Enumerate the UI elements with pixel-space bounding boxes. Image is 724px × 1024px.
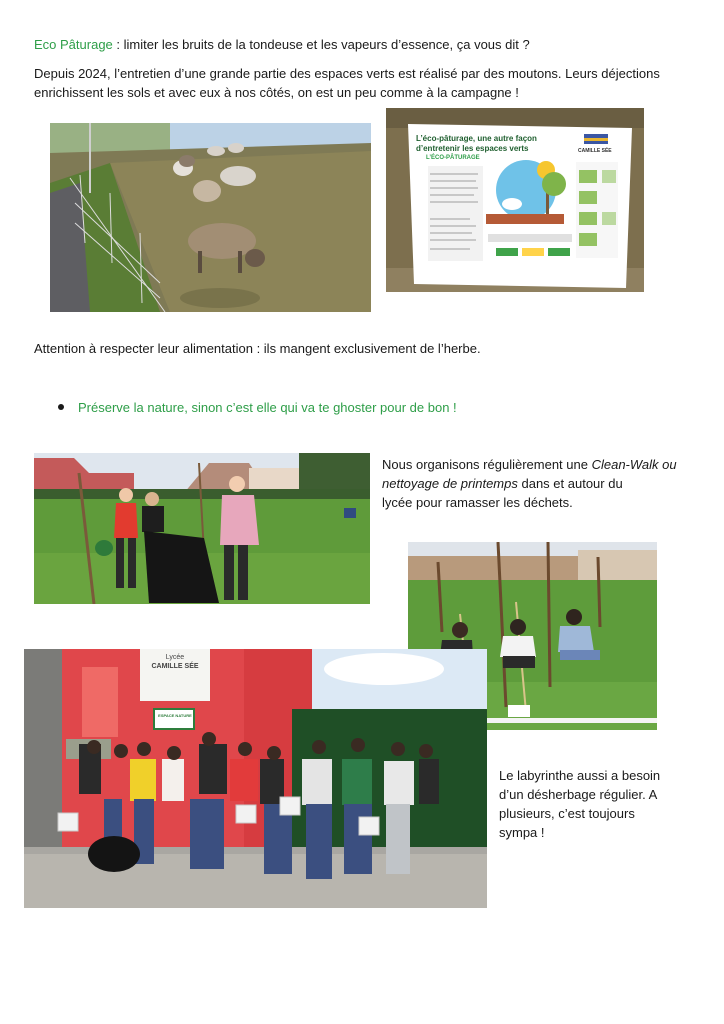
clean-walk-text-part: dans et autour du xyxy=(517,476,623,491)
sign-title xyxy=(416,134,566,154)
sign-section-label: L’ÉCO-PÂTURAGE xyxy=(426,155,480,161)
intro-paragraph xyxy=(34,64,714,102)
bullet-marker xyxy=(58,404,64,410)
clean-walk-emphasis: Clean-Walk ou xyxy=(591,457,677,472)
clean-walk-text xyxy=(382,455,712,512)
labyrinth-text-line: Le labyrinthe aussi a besoin xyxy=(499,768,661,783)
sign-school-name: CAMILLE SÉE xyxy=(578,148,612,154)
intro-paragraph-line: enrichissent les sols et avec eux à nos côtés, on est un peu comme à la campagne ! xyxy=(34,85,519,100)
feeding-notice: Attention à respecter leur alimentation : ils mangent exclusivement de l’herbe. xyxy=(34,341,481,356)
labyrinth-text-line: plusieurs, c’est toujours xyxy=(499,806,635,821)
building-sign-name: CAMILLE SÉE xyxy=(151,663,199,670)
nature-plaque: ESPACE NATURE xyxy=(158,713,192,718)
eco-paturage-sign-photo xyxy=(386,108,644,292)
clean-walk-emphasis: nettoyage de printemps xyxy=(382,476,518,491)
intro-heading xyxy=(34,35,694,54)
clean-walk-photo xyxy=(34,453,370,604)
eco-paturage-label: Eco Pâturage xyxy=(34,37,113,52)
labyrinth-text-line: sympa ! xyxy=(499,825,545,840)
clean-walk-text-part: Nous organisons régulièrement une xyxy=(382,457,592,472)
sheep-photo xyxy=(50,123,371,312)
sign-title-line: L’éco-pâturage, une autre façon xyxy=(416,134,537,143)
building-sign-line: Lycée xyxy=(165,654,185,661)
labyrinth-text-line: d’un désherbage régulier. A xyxy=(499,787,658,802)
labyrinth-text xyxy=(499,766,709,842)
clean-walk-text-part: lycée pour ramasser les déchets. xyxy=(382,495,573,510)
sign-title-line: d’entretenir les espaces verts xyxy=(416,144,529,153)
nature-slogan: Préserve la nature, sinon c’est elle qui va te ghoster pour de bon ! xyxy=(78,400,457,415)
group-photo xyxy=(24,649,487,908)
intro-heading-rest: : limiter les bruits de la tondeuse et les vapeurs d’essence, ça vous dit ? xyxy=(112,37,530,52)
intro-paragraph-line: Depuis 2024, l’entretien d’une grande partie des espaces verts est réalisé par des moutons. Leurs déjections xyxy=(34,66,660,81)
building-sign xyxy=(142,653,208,671)
